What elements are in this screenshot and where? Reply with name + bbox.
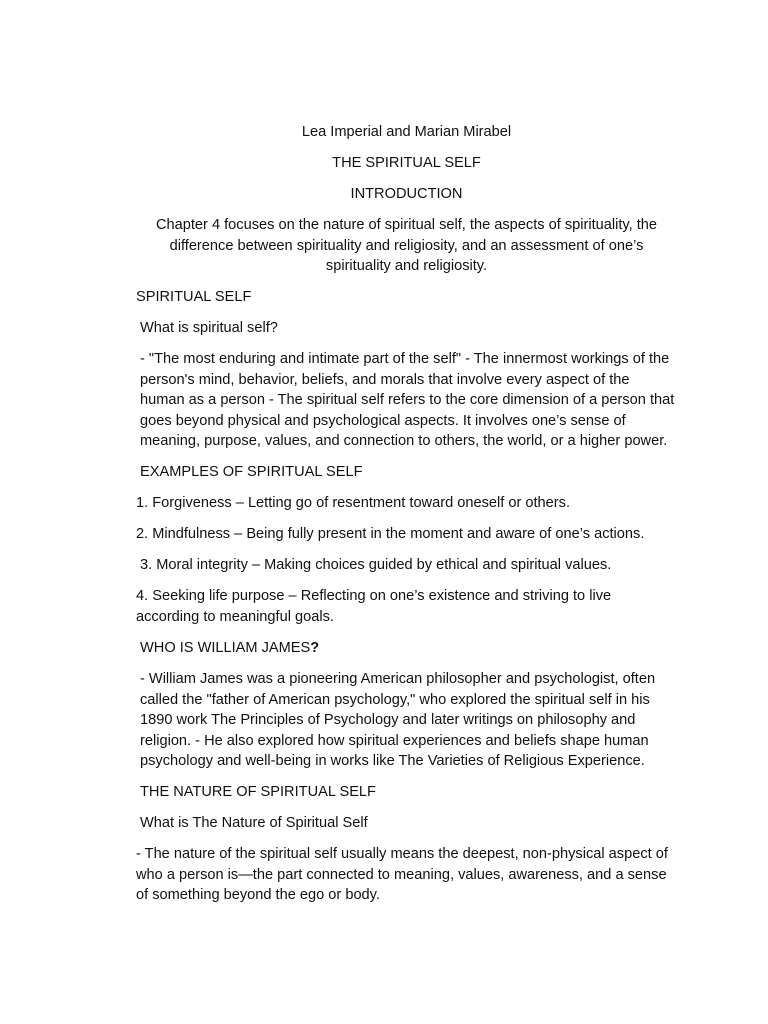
william-james-paragraph: - William James was a pioneering American philosopher and psychologist, often called the "father of American psychology," who explored the spiritual self in his 1890 work The Principles of Psychology and later writings on philosophy and religion. - He also explored how spiritual experiences and beliefs shape human psychology and well-being in works like The Varieties of Religious Experience. — [140, 670, 656, 770]
example-item: 2. Mindfulness – Being fully present in the moment and aware of one’s actions. — [136, 526, 645, 543]
section-heading-spiritual-self: SPIRITUAL SELF — [136, 289, 252, 306]
intro-heading: INTRODUCTION — [350, 185, 463, 202]
intro-paragraph: Chapter 4 focuses on the nature of spiritual self, the aspects of spirituality, the difference between spirituality and religiosity, and an assessment of one’s spirituality and religiosity. — [155, 216, 658, 275]
example-item: 1. Forgiveness – Letting go of resentment toward oneself or others. — [136, 495, 571, 512]
spiritual-self-definition: - "The most enduring and intimate part of the self" - The innermost workings of the person's mind, behavior, beliefs, and morals that involve every aspect of the human as a person - The spiritual self refers to the core dimension of a person that goes beyond physical and psychological aspects. It involves one’s sense of meaning, purpose, values, and connection to others, the world, or a higher power. — [140, 351, 675, 450]
william-james-heading-mark: ? — [310, 639, 320, 656]
authors-line: Lea Imperial and Marian Mirabel — [301, 124, 512, 140]
william-james-heading-text: WHO IS WILLIAM JAMES — [140, 639, 311, 656]
document-title: THE SPIRITUAL SELF — [332, 154, 481, 171]
question-what-is-spiritual-self: What is spiritual self? — [140, 320, 278, 337]
section-heading-examples: EXAMPLES OF SPIRITUAL SELF — [140, 464, 363, 481]
section-heading-william-james — [136, 638, 677, 659]
section-heading-nature: THE NATURE OF SPIRITUAL SELF — [140, 784, 376, 801]
document-page — [136, 122, 677, 916]
example-item: 4. Seeking life purpose – Reflecting on one’s existence and striving to live according to meaningful goals. — [136, 588, 612, 625]
nature-paragraph: - The nature of the spiritual self usually means the deepest, non-physical aspect of who a person is—the part connected to meaning, values, awareness, and a sense of something beyond the ego or body. — [136, 846, 668, 904]
question-nature-of-spiritual-self: What is The Nature of Spiritual Self — [140, 815, 368, 832]
example-item: 3. Moral integrity – Making choices guided by ethical and spiritual values. — [140, 557, 612, 574]
